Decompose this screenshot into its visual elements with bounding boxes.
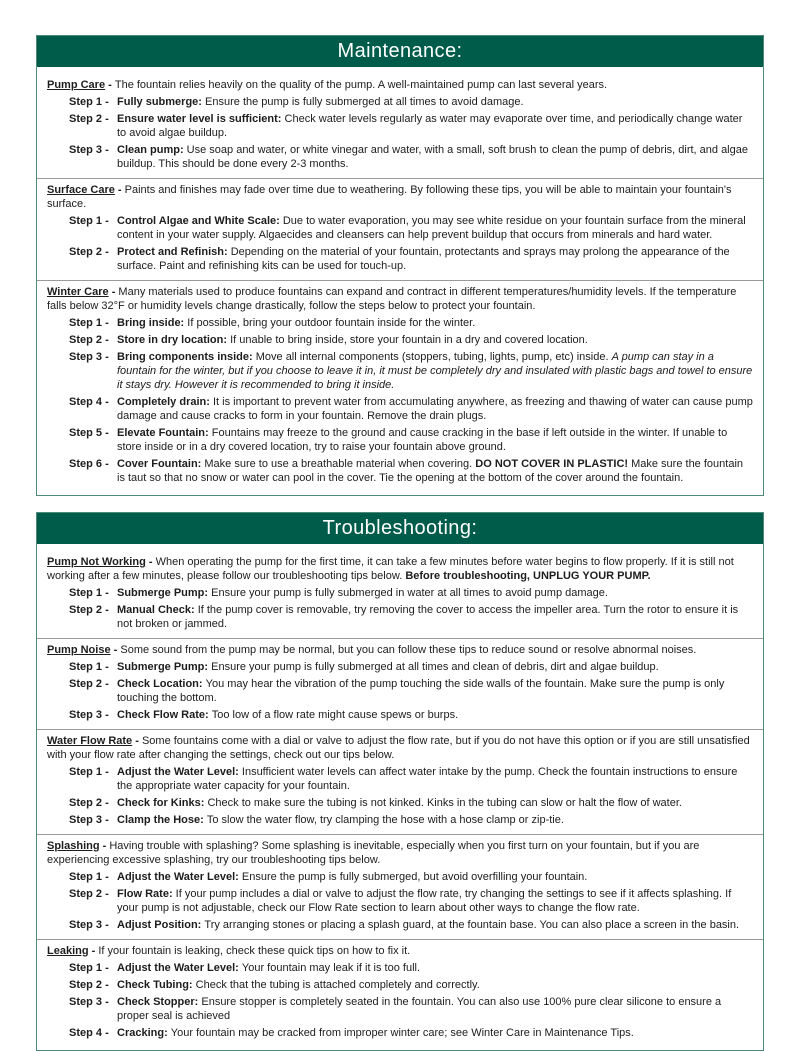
step-name: Clean pump: [117, 144, 187, 156]
step-row [69, 1026, 753, 1040]
panel-troubleshooting [36, 512, 764, 1051]
step-label: Step 1 - [69, 317, 109, 329]
heading-separator: - [114, 184, 125, 196]
text-segment: Check water levels regularly as water may evaporate over time, and periodically change water to avoid algae buildup. [117, 113, 743, 139]
step-name: Flow Rate: [117, 888, 176, 900]
step-row [69, 813, 753, 827]
step-name: Cover Fountain: [117, 458, 205, 470]
step-body [117, 316, 753, 330]
step-body [117, 143, 753, 171]
text-segment: Some sound from the pump may be normal, but you can follow these tips to reduce sound or resolve abnormal noises. [120, 644, 697, 656]
text-segment: Ensure your pump is fully submerged in water at all times to avoid pump damage. [211, 587, 608, 599]
step-label: Step 3 - [69, 814, 109, 826]
text-segment: Your fountain may be cracked from improper winter care; see Winter Care in Maintenance Tips. [170, 1027, 634, 1039]
text-segment: If the pump cover is removable, try removing the cover to access the impeller area. Turn the rotor to ensure it is not broken or jammed. [117, 604, 739, 630]
step-row [69, 961, 753, 975]
step-body [117, 813, 753, 827]
text-segment: Due to water evaporation, you may see white residue on your fountain surface from the mineral content in your water supply. Algaecides and cleansers can help prevent buildup that occurs from minerals and hard water. [117, 215, 746, 241]
step-label: Step 1 - [69, 766, 109, 778]
step-row [69, 95, 753, 109]
panel-maintenance [36, 35, 764, 496]
section-heading-water-flow-rate: Water Flow Rate [47, 735, 133, 747]
step-body [117, 350, 753, 392]
text-segment: DO NOT COVER IN PLASTIC! [475, 458, 629, 470]
step-row [69, 995, 753, 1023]
step-label: Step 3 - [69, 709, 109, 721]
step-row [69, 333, 753, 347]
step-label: Step 1 - [69, 661, 109, 673]
step-label: Step 2 - [69, 678, 109, 690]
step-label: Step 2 - [69, 979, 109, 991]
step-row [69, 887, 753, 915]
step-row [69, 350, 753, 392]
step-row [69, 143, 753, 171]
step-body [117, 333, 753, 347]
step-row [69, 708, 753, 722]
text-segment: Fountains may freeze to the ground and cause cracking in the base if left outside in the winter. If unable to store inside or in a dry covered location, try to raise your fountain above ground. [117, 427, 728, 453]
text-segment: Paints and finishes may fade over time due to weathering. By following these tips, you will be able to maintain your fountain's surface. [47, 184, 732, 210]
text-segment: Some fountains come with a dial or valve to adjust the flow rate, but if you do not have this option or if you are still unsatisfied with your flow rate after changing the settings, check out our tips below. [47, 735, 750, 761]
section-intro-surface-care [47, 183, 753, 211]
text-segment: A pump can stay in a fountain for the winter, but if you choose to leave it in, it must be completely dry and insulated with plastic bags and towel to ensure it stays dry. However it is recommended to bring it inside. [117, 351, 753, 391]
section-intro-water-flow-rate [47, 734, 753, 762]
text-segment: If your pump includes a dial or valve to adjust the flow rate, try changing the settings to see if it affects splashing. If your pump is not adjustable, check our Flow Rate section to learn about other ways to change the flow rate. [117, 888, 732, 914]
text-segment: It is important to prevent water from accumulating anywhere, as freezing and thawing of water can cause pump damage and cause cracks to form in your fountain. Remove the drain plugs. [117, 396, 753, 422]
step-body [117, 961, 753, 975]
step-row [69, 214, 753, 242]
step-row [69, 765, 753, 793]
text-segment: Before troubleshooting, UNPLUG YOUR PUMP. [405, 570, 651, 582]
text-segment: Many materials used to produce fountains can expand and contract in different temperatures/humidity levels. If the temperature falls below 32°F or humidity levels change drastically, follow the steps below to protect your fountain. [47, 286, 737, 312]
heading-separator: - [110, 644, 121, 656]
text-segment: Depending on the material of your fountain, protectants and sprays may prolong the appearance of the surface. Paint and refinishing kits can be used for touch-up. [117, 246, 730, 272]
text-segment: If unable to bring inside, store your fountain in a dry and covered location. [230, 334, 588, 346]
section-intro-pump-noise [47, 643, 753, 657]
step-row [69, 112, 753, 140]
heading-separator: - [145, 556, 156, 568]
section-intro-splashing [47, 839, 753, 867]
section-surface-care [37, 178, 763, 280]
step-name: Control Algae and White Scale: [117, 215, 283, 227]
step-label: Step 6 - [69, 458, 109, 470]
step-label: Step 3 - [69, 351, 109, 363]
step-label: Step 4 - [69, 396, 109, 408]
section-splashing [37, 834, 763, 939]
panel-header-maintenance [37, 36, 763, 67]
step-label: Step 2 - [69, 334, 109, 346]
text-segment: Ensure the pump is fully submerged, but avoid overfilling your fountain. [241, 871, 588, 883]
step-label: Step 5 - [69, 427, 109, 439]
section-heading-pump-not-working: Pump Not Working [47, 556, 146, 568]
text-segment: Move all internal components (stoppers, tubing, lights, pump, etc) inside. [255, 351, 612, 363]
step-name: Cracking: [117, 1027, 171, 1039]
step-label: Step 1 - [69, 962, 109, 974]
step-body [117, 603, 753, 631]
step-name: Adjust the Water Level: [117, 871, 242, 883]
step-row [69, 677, 753, 705]
step-label: Step 1 - [69, 215, 109, 227]
text-segment: If your fountain is leaking, check these quick tips on how to fix it. [98, 945, 411, 957]
step-label: Step 3 - [69, 996, 109, 1008]
section-intro-pump-care [47, 78, 753, 92]
step-name: Check Tubing: [117, 979, 196, 991]
step-name: Check for Kinks: [117, 797, 208, 809]
step-label: Step 2 - [69, 604, 109, 616]
text-segment: Try arranging stones or placing a splash guard, at the fountain base. You can also place a screen in the basin. [204, 919, 740, 931]
step-body [117, 995, 753, 1023]
panel-title-troubleshooting: Troubleshooting: [322, 517, 478, 539]
step-name: Adjust Position: [117, 919, 205, 931]
section-heading-pump-noise: Pump Noise [47, 644, 111, 656]
step-name: Adjust the Water Level: [117, 962, 242, 974]
step-label: Step 2 - [69, 246, 109, 258]
step-body [117, 1026, 753, 1040]
step-row [69, 870, 753, 884]
step-body [117, 660, 753, 674]
section-pump-care [37, 74, 763, 178]
step-body [117, 978, 753, 992]
step-body [117, 708, 753, 722]
text-segment: Ensure the pump is fully submerged at all times to avoid damage. [205, 96, 524, 108]
text-segment: When operating the pump for the first time, it can take a few minutes before water begins to flow properly. If it is still not working after a few minutes, please follow our troubleshooting tips below. [47, 556, 734, 582]
step-name: Fully submerge: [117, 96, 206, 108]
text-segment: If possible, bring your outdoor fountain inside for the winter. [187, 317, 476, 329]
step-name: Clamp the Hose: [117, 814, 207, 826]
step-label: Step 1 - [69, 871, 109, 883]
step-name: Ensure water level is sufficient: [117, 113, 285, 125]
section-heading-winter-care: Winter Care [47, 286, 109, 298]
step-name: Manual Check: [117, 604, 198, 616]
section-heading-surface-care: Surface Care [47, 184, 115, 196]
step-row [69, 457, 753, 485]
heading-separator: - [99, 840, 110, 852]
step-row [69, 796, 753, 810]
section-intro-leaking [47, 944, 753, 958]
step-label: Step 2 - [69, 113, 109, 125]
step-body [117, 796, 753, 810]
text-segment: Use soap and water, or white vinegar and water, with a small, soft brush to clean the pump of debris, dirt, and algae buildup. This should be done every 2-3 months. [117, 144, 748, 170]
panel-body-troubleshooting [37, 544, 763, 1050]
step-label: Step 1 - [69, 96, 109, 108]
step-row [69, 245, 753, 273]
step-body [117, 765, 753, 793]
text-segment: Make sure the fountain is taut so that no snow or water can pool in the cover. Tie the opening at the bottom of the cover around the fountain. [117, 458, 744, 484]
section-water-flow-rate [37, 729, 763, 834]
step-body [117, 586, 753, 600]
panel-body-maintenance [37, 67, 763, 495]
text-segment: You may hear the vibration of the pump touching the side walls of the fountain. Make sure the pump is only touching the bottom. [117, 678, 725, 704]
step-row [69, 395, 753, 423]
section-intro-winter-care [47, 285, 753, 313]
section-leaking [37, 939, 763, 1047]
step-name: Elevate Fountain: [117, 427, 212, 439]
step-label: Step 1 - [69, 587, 109, 599]
text-segment: Having trouble with splashing? Some splashing is inevitable, especially when you first turn on your fountain, but if you are experiencing excessive splashing, try our troubleshooting tips below. [47, 840, 700, 866]
step-row [69, 586, 753, 600]
step-name: Check Flow Rate: [117, 709, 212, 721]
step-label: Step 2 - [69, 797, 109, 809]
text-segment: To slow the water flow, try clamping the hose with a hose clamp or zip-tie. [206, 814, 564, 826]
text-segment: Too low of a flow rate might cause spews or burps. [211, 709, 459, 721]
step-label: Step 4 - [69, 1027, 109, 1039]
section-pump-not-working [37, 551, 763, 638]
section-heading-pump-care: Pump Care [47, 79, 106, 91]
step-name: Adjust the Water Level: [117, 766, 242, 778]
section-heading-leaking: Leaking [47, 945, 89, 957]
step-body [117, 870, 753, 884]
step-body [117, 426, 753, 454]
step-name: Check Stopper: [117, 996, 202, 1008]
step-body [117, 887, 753, 915]
step-name: Completely drain: [117, 396, 213, 408]
text-segment: Check that the tubing is attached completely and correctly. [195, 979, 480, 991]
step-body [117, 112, 753, 140]
step-row [69, 978, 753, 992]
step-label: Step 3 - [69, 919, 109, 931]
text-segment: Your fountain may leak if it is too full. [241, 962, 421, 974]
panel-title-maintenance: Maintenance: [337, 40, 463, 62]
step-row [69, 316, 753, 330]
step-body [117, 245, 753, 273]
heading-separator: - [88, 945, 99, 957]
step-row [69, 918, 753, 932]
step-row [69, 426, 753, 454]
step-name: Submerge Pump: [117, 587, 212, 599]
step-name: Store in dry location: [117, 334, 231, 346]
heading-separator: - [108, 286, 119, 298]
section-pump-noise [37, 638, 763, 729]
step-body [117, 677, 753, 705]
step-row [69, 660, 753, 674]
step-name: Check Location: [117, 678, 206, 690]
step-label: Step 3 - [69, 144, 109, 156]
heading-separator: - [132, 735, 142, 747]
step-body [117, 395, 753, 423]
text-segment: Check to make sure the tubing is not kinked. Kinks in the tubing can slow or halt the flow of water. [207, 797, 682, 809]
step-body [117, 214, 753, 242]
text-segment: The fountain relies heavily on the quality of the pump. A well-maintained pump can last several years. [114, 79, 608, 91]
step-row [69, 603, 753, 631]
section-heading-splashing: Splashing [47, 840, 100, 852]
step-body [117, 95, 753, 109]
step-name: Protect and Refinish: [117, 246, 231, 258]
section-intro-pump-not-working [47, 555, 753, 583]
text-segment: Make sure to use a breathable material when covering. [204, 458, 476, 470]
text-segment: Ensure stopper is completely seated in the fountain. You can also use 100% pure clear silicone to ensure a proper seal is achieved [117, 996, 722, 1022]
section-winter-care [37, 280, 763, 492]
step-body [117, 457, 753, 485]
step-label: Step 2 - [69, 888, 109, 900]
step-name: Bring components inside: [117, 351, 256, 363]
text-segment: Insufficient water levels can affect water intake by the pump. Check the fountain instructions to ensure the appropriate water capacity for your fountain. [117, 766, 738, 792]
heading-separator: - [105, 79, 115, 91]
step-name: Bring inside: [117, 317, 188, 329]
panel-header-troubleshooting [37, 513, 763, 544]
step-body [117, 918, 753, 932]
text-segment: Ensure your pump is fully submerged at all times and clean of debris, dirt and algae buildup. [211, 661, 659, 673]
step-name: Submerge Pump: [117, 661, 212, 673]
